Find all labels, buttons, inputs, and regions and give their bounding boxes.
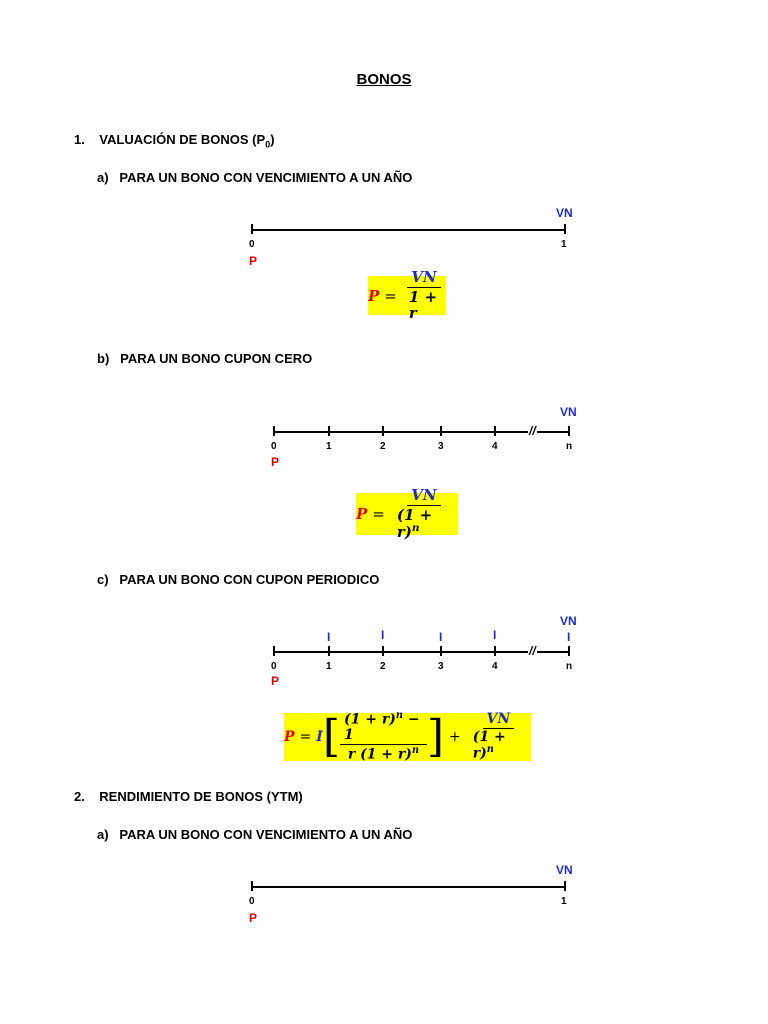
- p-label: P: [249, 254, 258, 268]
- formula-denominator-base: (1 + r): [396, 505, 433, 542]
- tick-label: 1: [561, 239, 567, 250]
- formula-exponent: n: [411, 745, 420, 757]
- p-label: P: [249, 911, 258, 925]
- tick-label: 4: [492, 441, 498, 452]
- p-label: P: [271, 674, 280, 688]
- formula-numerator: VN: [407, 269, 440, 288]
- section-1-label-sub: 0: [265, 139, 271, 150]
- formula-p: P: [356, 505, 368, 523]
- formula-p: P: [368, 286, 380, 305]
- coupon-label: I: [493, 628, 497, 642]
- tick-label: 1: [561, 896, 567, 907]
- vn-label: VN: [560, 405, 577, 419]
- subsection-2a-label: PARA UN BONO CON VENCIMIENTO A UN AÑO: [119, 827, 413, 842]
- formula-principal-denominator: [469, 729, 528, 762]
- tick-mark: [273, 646, 275, 656]
- formula-coupon: I: [316, 729, 323, 745]
- tick-label: 2: [380, 441, 386, 452]
- tick-label: 0: [249, 896, 255, 907]
- formula-exponent: n: [411, 522, 420, 535]
- formula-denominator: 1 + r: [408, 287, 438, 323]
- formula-plus: +: [449, 729, 461, 745]
- subsection-1b-label: PARA UN BONO CUPON CERO: [120, 351, 313, 366]
- formula-annuity-denominator: [344, 745, 423, 763]
- formula-p: P: [284, 729, 295, 745]
- formula-1: [368, 268, 446, 323]
- coupon-label: I: [327, 630, 331, 644]
- subsection-1c-label: PARA UN BONO CON CUPON PERIODICO: [119, 572, 380, 587]
- tick-mark: [568, 646, 570, 656]
- tick-mark: [251, 224, 253, 234]
- formula-principal-fraction: [469, 712, 528, 763]
- vn-label: VN: [560, 614, 577, 628]
- tick-mark: [564, 224, 566, 234]
- formula-fraction: [405, 269, 443, 322]
- vn-label: VN: [556, 863, 573, 877]
- formula-equals: =: [384, 286, 397, 305]
- coupon-label: I: [439, 630, 443, 644]
- formula-equals: =: [299, 729, 312, 745]
- tick-label: n: [566, 661, 573, 672]
- tick-label: 1: [326, 661, 332, 672]
- axis-break-mark: //: [529, 644, 536, 658]
- tick-label: 1: [326, 441, 332, 452]
- subsection-2a-letter: a): [97, 827, 109, 842]
- axis-break-mark: //: [529, 424, 536, 438]
- timeline-axis: [252, 229, 565, 231]
- coupon-label: I: [381, 628, 385, 642]
- subsection-1a-label: PARA UN BONO CON VENCIMIENTO A UN AÑO: [119, 170, 413, 185]
- formula-annuity-denominator-base: r (1 + r): [347, 746, 412, 763]
- tick-mark: [564, 881, 566, 891]
- section-1-heading: [74, 132, 275, 150]
- section-2-number: 2.: [74, 789, 85, 804]
- tick-mark: [440, 426, 442, 436]
- formula-left-bracket: [: [322, 711, 340, 762]
- formula-numerator: VN: [407, 487, 440, 506]
- tick-mark: [382, 426, 384, 436]
- tick-mark: [328, 646, 330, 656]
- subsection-1c-letter: c): [97, 572, 109, 587]
- tick-label: 3: [438, 661, 444, 672]
- vn-label: VN: [556, 206, 573, 220]
- formula-principal-numerator: VN: [483, 712, 515, 729]
- tick-label: 4: [492, 661, 498, 672]
- subsection-1a-heading: [97, 170, 412, 185]
- coupon-label: I: [567, 630, 571, 644]
- subsection-1b-heading: [97, 351, 312, 366]
- formula-annuity-numerator: [340, 711, 427, 745]
- formula-annuity-numerator-tail: − 1: [344, 711, 420, 743]
- p-label: P: [271, 455, 280, 469]
- tick-mark: [251, 881, 253, 891]
- tick-mark: [494, 426, 496, 436]
- section-2-label: RENDIMIENTO DE BONOS (YTM): [99, 789, 303, 804]
- section-1-number: 1.: [74, 132, 85, 147]
- tick-mark: [494, 646, 496, 656]
- subsection-1a-letter: a): [97, 170, 109, 185]
- tick-label: 2: [380, 661, 386, 672]
- formula-annuity-numerator-base: (1 + r): [344, 711, 396, 728]
- formula-3: [284, 709, 531, 763]
- formula-denominator: [393, 506, 455, 541]
- section-2-heading: [74, 789, 303, 804]
- tick-mark: [568, 426, 570, 436]
- subsection-1c-heading: [97, 572, 379, 587]
- page-title: BONOS: [356, 71, 412, 88]
- timeline-axis: [274, 651, 570, 653]
- tick-label: n: [566, 441, 573, 452]
- tick-mark: [382, 646, 384, 656]
- section-1-label-end: ): [270, 132, 275, 147]
- tick-mark: [273, 426, 275, 436]
- tick-label: 0: [271, 661, 277, 672]
- tick-label: 0: [271, 441, 277, 452]
- formula-annuity-fraction: [340, 711, 427, 763]
- timeline-axis: [274, 431, 570, 433]
- subsection-2a-heading: [97, 827, 412, 842]
- tick-mark: [440, 646, 442, 656]
- tick-label: 0: [249, 239, 255, 250]
- formula-exponent: n: [395, 709, 403, 721]
- subsection-1b-letter: b): [97, 351, 110, 366]
- formula-right-bracket: ]: [426, 711, 445, 762]
- tick-label: 3: [438, 441, 444, 452]
- section-1-label: VALUACIÓN DE BONOS (P: [99, 132, 266, 147]
- formula-2: [356, 486, 458, 542]
- formula-fraction: [393, 487, 455, 541]
- formula-exponent: n: [486, 744, 494, 756]
- formula-equals: =: [372, 505, 385, 523]
- formula-principal-denominator-base: (1 + r): [472, 728, 506, 763]
- tick-mark: [328, 426, 330, 436]
- timeline-axis: [252, 886, 565, 888]
